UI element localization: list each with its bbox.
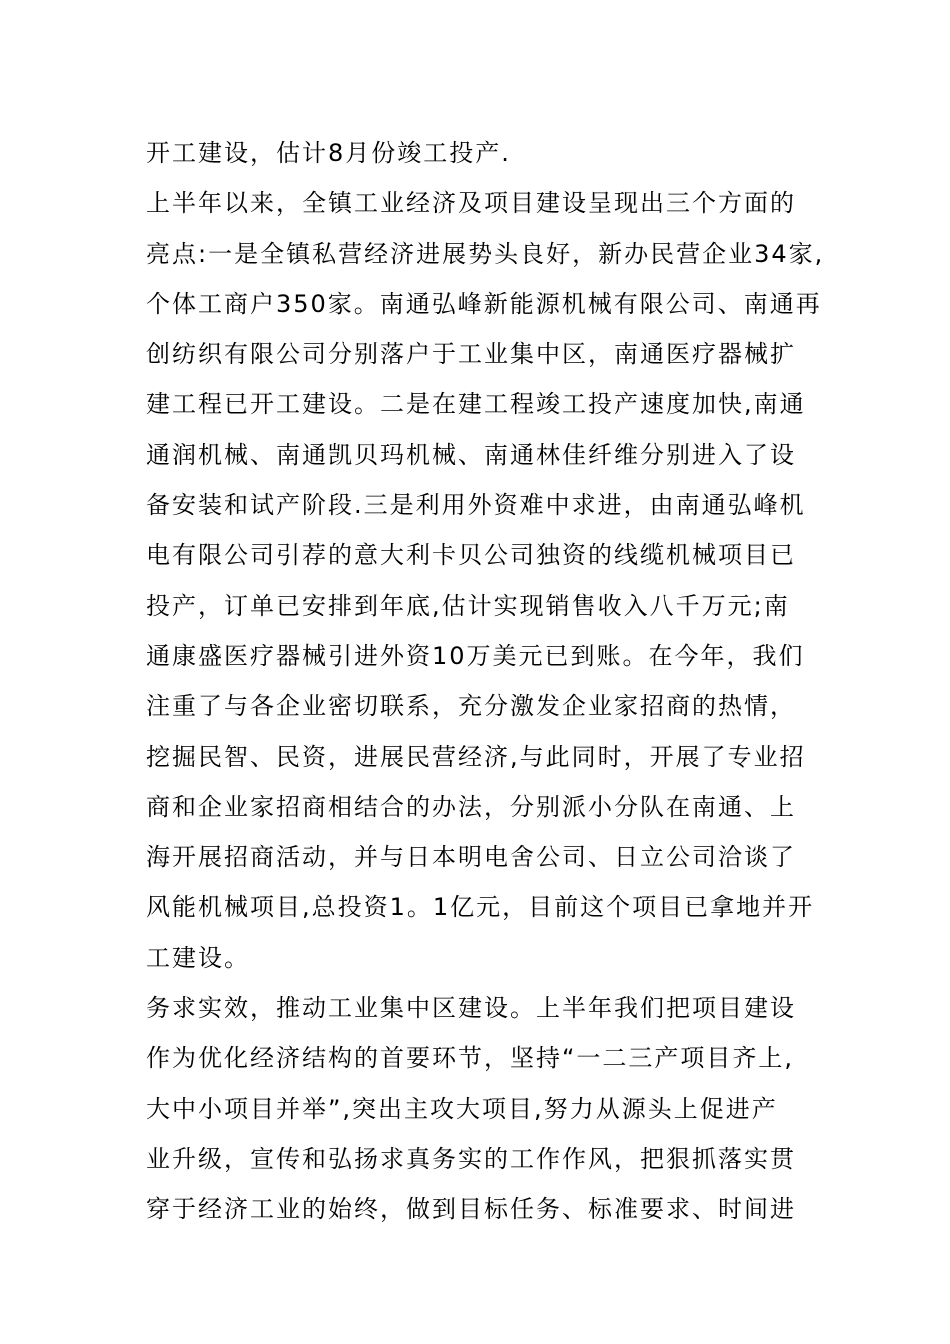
text-line: 风能机械项目,总投资1。1亿元，目前这个项目已拿地并开 — [146, 893, 815, 922]
text-line: 通润机械、南通凯贝玛机械、南通林佳纤维分别进入了设 — [146, 440, 796, 469]
text-line: 上半年以来，全镇工业经济及项目建设呈现出三个方面的 — [146, 189, 796, 218]
text-line: 工建设。 — [146, 943, 250, 972]
text-line: 作为优化经济结构的首要环节，坚持“一二三产项目齐上, — [146, 1044, 795, 1073]
text-line: 商和企业家招商相结合的办法，分别派小分队在南通、上 — [146, 792, 796, 821]
text-line: 务求实效，推动工业集中区建设。上半年我们把项目建设 — [146, 994, 796, 1023]
text-line: 投产，订单已安排到年底,估计实现销售收入八千万元;南 — [146, 591, 790, 620]
body-text — [146, 128, 836, 1235]
text-line: 创纺织有限公司分别落户于工业集中区，南通医疗器械扩 — [146, 340, 796, 369]
text-line: 业升级，宣传和弘扬求真务实的工作作风，把狠抓落实贯 — [146, 1144, 796, 1173]
text-line: 挖掘民智、民资，进展民营经济,与此同时，开展了专业招 — [146, 742, 806, 771]
text-line: 注重了与各企业密切联系，充分激发企业家招商的热情， — [146, 692, 796, 721]
text-line: 亮点:一是全镇私营经济进展势头良好，新办民营企业34家, — [146, 239, 825, 268]
text-line: 开工建设，估计8月份竣工投产. — [146, 139, 511, 167]
text-line: 通康盛医疗器械引进外资10万美元已到账。在今年，我们 — [146, 641, 805, 670]
text-line: 个体工商户350家。南通弘峰新能源机械有限公司、南通再 — [146, 289, 822, 318]
text-line: 穿于经济工业的始终，做到目标任务、标准要求、时间进 — [146, 1195, 796, 1224]
text-line: 海开展招商活动，并与日本明电舍公司、日立公司洽谈了 — [146, 843, 796, 872]
text-line: 建工程已开工建设。二是在建工程竣工投产速度加快,南通 — [146, 390, 806, 419]
text-line: 电有限公司引荐的意大利卡贝公司独资的线缆机械项目已 — [146, 541, 796, 570]
text-line: 备安装和试产阶段.三是利用外资难中求进，由南通弘峰机 — [146, 491, 806, 520]
text-line: 大中小项目并举”,突出主攻大项目,努力从源头上促进产 — [146, 1094, 778, 1123]
